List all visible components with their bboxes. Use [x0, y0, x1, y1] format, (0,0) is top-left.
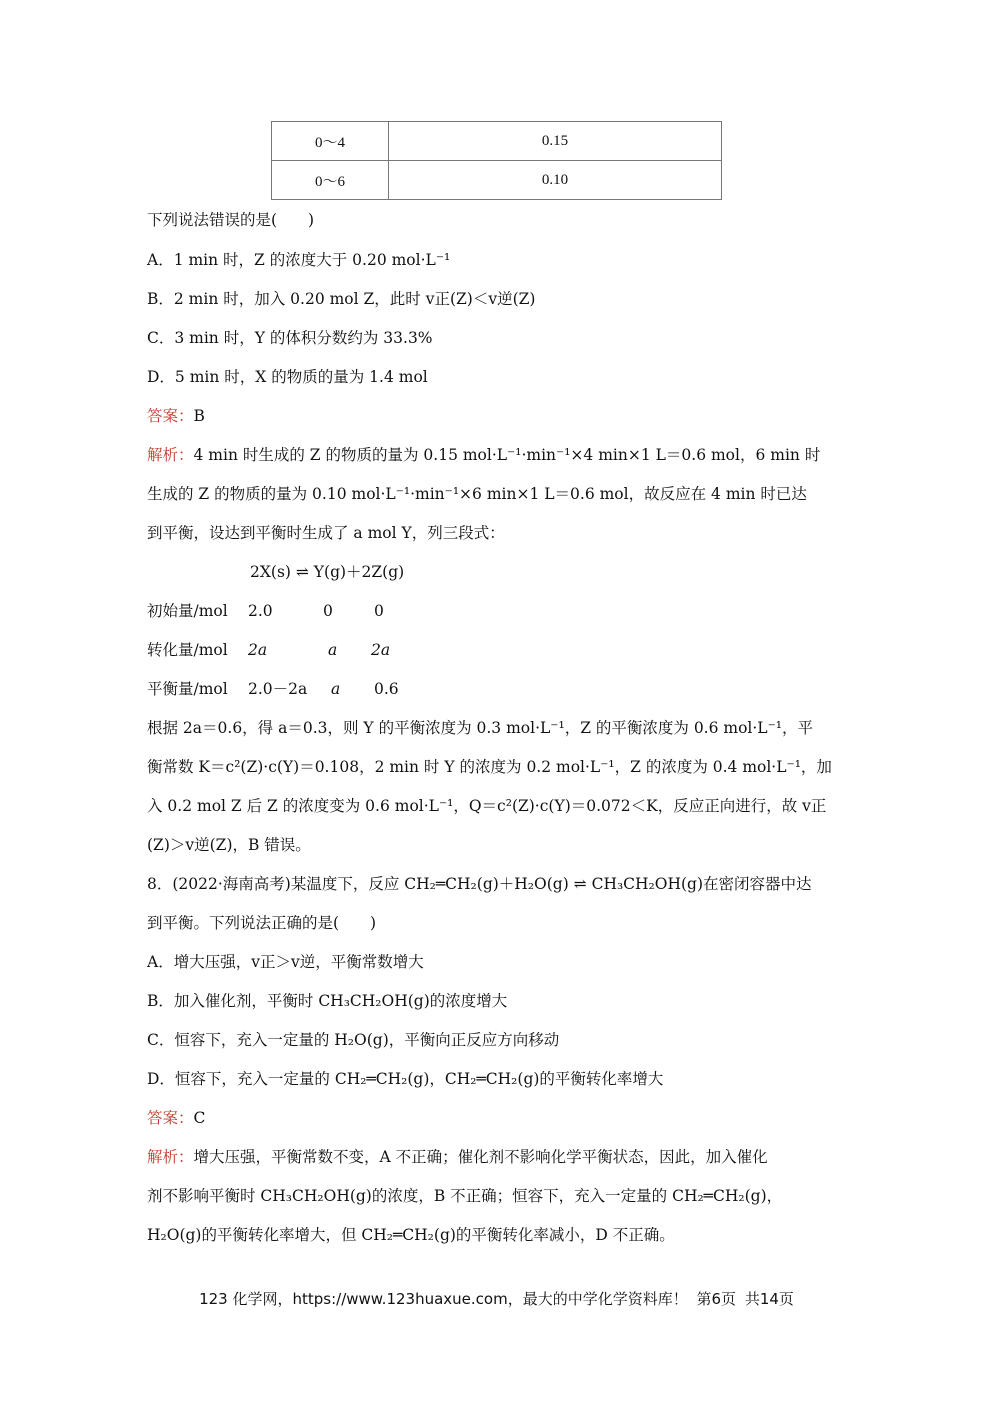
option-a: A．增大压强，v正＞v逆，平衡常数增大: [147, 953, 424, 971]
answer-value: C: [193, 1109, 206, 1127]
cell-x: 2.0－2a: [248, 680, 308, 698]
answer-label: 答案：: [147, 1109, 194, 1127]
cell-z: 0.6: [374, 680, 399, 698]
table-cell-rate: 0.10: [389, 161, 722, 200]
table-row: [272, 122, 722, 161]
reaction-equation: 2X(s) ⇌ Y(g)＋2Z(g): [250, 563, 405, 581]
table-cell-time: 0～4: [272, 122, 389, 161]
question-stem: 到平衡。下列说法正确的是( ): [147, 914, 377, 932]
rate-table: [271, 121, 722, 200]
analysis-label: 解析：: [147, 446, 194, 464]
analysis-text: 剂不影响平衡时 CH₃CH₂OH(g)的浓度，B 不正确；恒容下，充入一定量的 CH₂═CH₂(g)，: [147, 1187, 783, 1205]
question-stem: 下列说法错误的是( ): [147, 211, 315, 229]
analysis-text: (Z)＞v逆(Z)，B 错误。: [147, 836, 311, 854]
analysis-text: 生成的 Z 的物质的量为 0.10 mol·L⁻¹·min⁻¹×6 min×1 L＝0.6 mol，故反应在 4 min 时已达: [147, 485, 807, 503]
option-c: C．恒容下，充入一定量的 H₂O(g)，平衡向正反应方向移动: [147, 1031, 560, 1049]
cell-z: 0: [374, 602, 384, 620]
analysis-text: 4 min 时生成的 Z 的物质的量为 0.15 mol·L⁻¹·min⁻¹×4 min×1 L＝0.6 mol，6 min 时: [193, 446, 821, 464]
cell-y: a: [328, 641, 338, 659]
row-label: 转化量/mol: [147, 641, 228, 659]
analysis-label: 解析：: [147, 1148, 194, 1166]
row-label: 初始量/mol: [147, 602, 228, 620]
option-d: D．恒容下，充入一定量的 CH₂═CH₂(g)，CH₂═CH₂(g)的平衡转化率增大: [147, 1070, 664, 1088]
footer-page-number: 第6页: [696, 1290, 737, 1308]
option-c: C．3 min 时，Y 的体积分数约为 33.3%: [147, 329, 433, 347]
analysis-text: 衡常数 K＝c²(Z)·c(Y)＝0.108，2 min 时 Y 的浓度为 0.2 mol·L⁻¹，Z 的浓度为 0.4 mol·L⁻¹，加: [147, 758, 832, 776]
option-d: D．5 min 时，X 的物质的量为 1.4 mol: [147, 368, 428, 386]
analysis-line: [147, 1147, 768, 1167]
analysis-text: 根据 2a＝0.6，得 a＝0.3，则 Y 的平衡浓度为 0.3 mol·L⁻¹，Z 的平衡浓度为 0.6 mol·L⁻¹，平: [147, 719, 813, 737]
cell-x: 2a: [248, 641, 268, 659]
cell-x: 2.0: [248, 602, 273, 620]
option-b: B．2 min 时，加入 0.20 mol Z，此时 v正(Z)＜v逆(Z): [147, 290, 536, 308]
row-label: 平衡量/mol: [147, 680, 228, 698]
table-cell-time: 0～6: [272, 161, 389, 200]
answer-label: 答案：: [147, 407, 194, 425]
page-footer: [0, 1288, 993, 1309]
option-b: B．加入催化剂，平衡时 CH₃CH₂OH(g)的浓度增大: [147, 992, 508, 1010]
answer-line: [147, 406, 205, 426]
footer-total-pages: 共14页: [744, 1290, 794, 1308]
answer-line: [147, 1108, 205, 1128]
analysis-text: 入 0.2 mol Z 后 Z 的浓度变为 0.6 mol·L⁻¹，Q＝c²(Z)·c(Y)＝0.072＜K，反应正向进行，故 v正: [147, 797, 827, 815]
table-row: [272, 161, 722, 200]
question-stem: 8．(2022·海南高考)某温度下，反应 CH₂═CH₂(g)＋H₂O(g) ⇌ CH₃CH₂OH(g)在密闭容器中达: [147, 875, 812, 893]
analysis-text: 到平衡，设达到平衡时生成了 a mol Y，列三段式：: [147, 524, 505, 542]
cell-y: 0: [323, 602, 333, 620]
table-cell-rate: 0.15: [389, 122, 722, 161]
cell-z: 2a: [371, 641, 391, 659]
cell-y: a: [331, 680, 341, 698]
option-a: A．1 min 时，Z 的浓度大于 0.20 mol·L⁻¹: [147, 251, 451, 269]
analysis-line: [147, 445, 820, 465]
answer-value: B: [193, 407, 205, 425]
analysis-text: H₂O(g)的平衡转化率增大，但 CH₂═CH₂(g)的平衡转化率减小，D 不正确。: [147, 1226, 675, 1244]
footer-site: 123 化学网，https://www.123huaxue.com，最大的中学化学资料库！: [199, 1290, 688, 1308]
analysis-text: 增大压强，平衡常数不变，A 不正确；催化剂不影响化学平衡状态，因此，加入催化: [193, 1148, 768, 1166]
